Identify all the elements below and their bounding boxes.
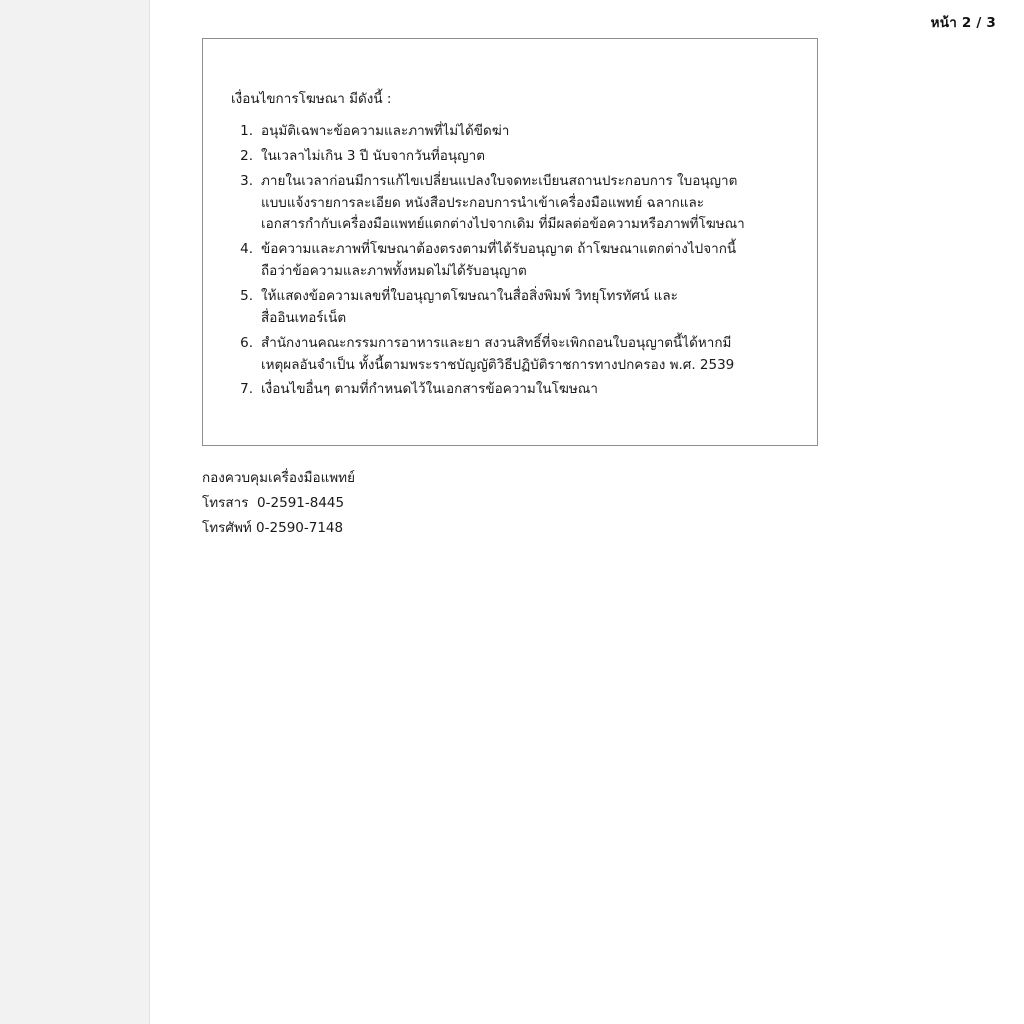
condition-item <box>231 333 799 377</box>
page-number-label: หน้า 2 / 3 <box>930 15 996 31</box>
condition-text <box>261 146 799 168</box>
condition-text <box>261 121 799 143</box>
condition-line: สำนักงานคณะกรรมการอาหารและยา สงวนสิทธิ์ที่จะเพิกถอนใบอนุญาตนี้ได้หากมี <box>261 334 732 351</box>
footer-phone: โทรศัพท์ 0-2590-7148 <box>202 519 344 536</box>
footer-contact-block <box>202 466 842 541</box>
conditions-list <box>231 121 799 401</box>
condition-line: เอกสารกำกับเครื่องมือแพทย์แตกต่างไปจากเดิม ที่มีผลต่อข้อความหรือภาพที่โฆษณา <box>261 216 745 233</box>
condition-line: ให้แสดงข้อความเลขที่ใบอนุญาตโฆษณาในสื่อสิ่งพิมพ์ วิทยุโทรทัศน์ และ <box>261 287 678 304</box>
condition-line: ถือว่าข้อความและภาพทั้งหมดไม่ได้รับอนุญาต <box>261 263 527 280</box>
condition-item <box>231 286 799 330</box>
condition-item <box>231 171 799 237</box>
condition-line: เหตุผลอันจำเป็น ทั้งนี้ตามพระราชบัญญัติวิธีปฏิบัติราชการทางปกครอง พ.ศ. 2539 <box>261 356 735 373</box>
condition-line: เงื่อนไขอื่นๆ ตามที่กำหนดไว้ในเอกสารข้อความในโฆษณา <box>261 381 598 398</box>
condition-text <box>261 379 799 401</box>
condition-item <box>231 146 799 168</box>
condition-number: 4. <box>240 241 253 258</box>
condition-item <box>231 121 799 143</box>
condition-number: 7. <box>240 381 253 398</box>
condition-line: ในเวลาไม่เกิน 3 ปี นับจากวันที่อนุญาต <box>261 147 485 164</box>
condition-number: 2. <box>240 147 253 164</box>
condition-line: ภายในเวลาก่อนมีการแก้ไขเปลี่ยนแปลงใบจดทะเบียนสถานประกอบการ ใบอนุญาต <box>261 172 738 189</box>
condition-line: อนุมัติเฉพาะข้อความและภาพที่ไม่ได้ขีดฆ่า <box>261 122 510 139</box>
condition-item <box>231 239 799 283</box>
condition-line: ข้อความและภาพที่โฆษณาต้องตรงตามที่ได้รับอนุญาต ถ้าโฆษณาแตกต่างไปจากนี้ <box>261 241 737 258</box>
condition-number: 1. <box>240 122 253 139</box>
condition-number: 6. <box>240 334 253 351</box>
advertising-conditions-box <box>202 38 818 446</box>
condition-number: 3. <box>240 172 253 189</box>
conditions-heading: เงื่อนไขการโฆษณา มีดังนี้ : <box>231 91 392 107</box>
condition-number: 5. <box>240 287 253 304</box>
condition-line: สื่ออินเทอร์เน็ต <box>261 309 347 326</box>
conditions-content <box>231 89 799 404</box>
condition-text <box>261 286 799 330</box>
page-left-margin-strip <box>0 0 150 1024</box>
page-sheet <box>150 0 1024 1024</box>
footer-department: กองควบคุมเครื่องมือแพทย์ <box>202 470 355 486</box>
condition-text <box>261 333 799 377</box>
condition-text <box>261 239 799 283</box>
footer-fax: โทรสาร 0-2591-8445 <box>202 494 345 511</box>
condition-text <box>261 171 799 237</box>
condition-item <box>231 379 799 401</box>
condition-line: แบบแจ้งรายการละเอียด หนังสือประกอบการนำเข้าเครื่องมือแพทย์ ฉลากและ <box>261 194 704 211</box>
